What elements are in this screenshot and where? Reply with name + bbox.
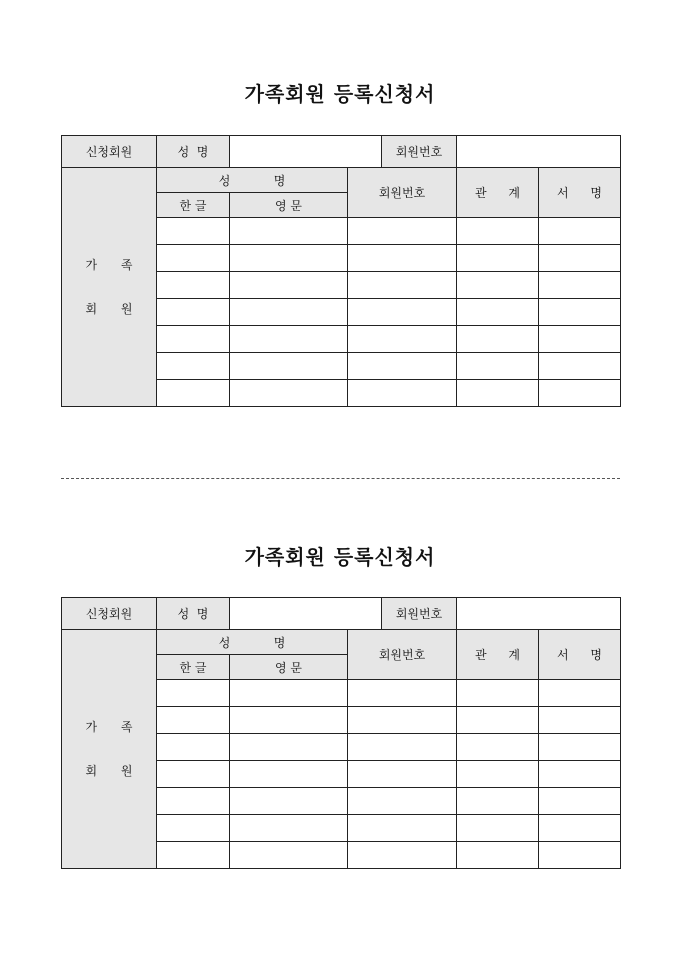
korean-name-header: 한 글 <box>157 193 230 218</box>
english-name-cell[interactable] <box>230 272 348 299</box>
family-label-line2: 회 원 <box>85 764 143 778</box>
korean-name-cell[interactable] <box>157 326 230 353</box>
member-number-cell[interactable] <box>348 788 457 815</box>
korean-name-cell[interactable] <box>157 218 230 245</box>
member-number-cell[interactable] <box>348 707 457 734</box>
member-number-field[interactable] <box>457 136 621 168</box>
signature-cell[interactable] <box>539 218 621 245</box>
signature-cell[interactable] <box>539 380 621 407</box>
member-number-cell[interactable] <box>348 680 457 707</box>
signature-cell[interactable] <box>539 299 621 326</box>
english-name-cell[interactable] <box>230 245 348 272</box>
member-number-cell[interactable] <box>348 326 457 353</box>
korean-name-cell[interactable] <box>157 680 230 707</box>
english-name-cell[interactable] <box>230 788 348 815</box>
family-label-line1: 가 족 <box>85 258 143 272</box>
member-number-label: 회원번호 <box>381 598 456 629</box>
cut-line-divider <box>61 478 620 479</box>
signature-cell[interactable] <box>539 788 621 815</box>
signature-cell[interactable] <box>539 326 621 353</box>
signature-char2: 명 <box>590 186 602 200</box>
relation-cell[interactable] <box>457 380 539 407</box>
signature-cell[interactable] <box>539 707 621 734</box>
relation-cell[interactable] <box>457 245 539 272</box>
english-name-cell[interactable] <box>230 707 348 734</box>
english-name-cell[interactable] <box>230 326 348 353</box>
form-title: 가족회원 등록신청서 <box>244 545 436 569</box>
signature-char1: 서 <box>557 648 569 662</box>
member-number-cell[interactable] <box>348 734 457 761</box>
english-name-cell[interactable] <box>230 380 348 407</box>
korean-name-cell[interactable] <box>157 788 230 815</box>
signature-char1: 서 <box>557 186 569 200</box>
applicant-name-label: 성 명 <box>157 136 230 168</box>
relation-cell[interactable] <box>457 815 539 842</box>
relation-cell[interactable] <box>457 299 539 326</box>
relation-cell[interactable] <box>457 326 539 353</box>
name-group-char2: 명 <box>273 173 286 188</box>
relation-char1: 관 <box>475 648 487 662</box>
relation-cell[interactable] <box>457 680 539 707</box>
signature-header <box>539 630 621 680</box>
member-number-header: 회원번호 <box>348 168 457 218</box>
applicant-label: 신청회원 <box>62 598 157 630</box>
relation-cell[interactable] <box>457 788 539 815</box>
english-name-cell[interactable] <box>230 218 348 245</box>
applicant-label: 신청회원 <box>62 136 157 168</box>
form-title: 가족회원 등록신청서 <box>244 82 436 106</box>
member-number-cell[interactable] <box>348 815 457 842</box>
member-number-field[interactable] <box>457 598 621 630</box>
member-number-cell[interactable] <box>348 299 457 326</box>
korean-name-cell[interactable] <box>157 299 230 326</box>
registration-table <box>61 597 621 869</box>
member-number-label: 회원번호 <box>381 136 456 167</box>
relation-cell[interactable] <box>457 272 539 299</box>
relation-cell[interactable] <box>457 734 539 761</box>
applicant-name-field[interactable] <box>230 598 457 630</box>
applicant-name-label: 성 명 <box>157 598 230 630</box>
relation-header <box>457 630 539 680</box>
signature-cell[interactable] <box>539 245 621 272</box>
korean-name-cell[interactable] <box>157 353 230 380</box>
relation-header <box>457 168 539 218</box>
korean-name-cell[interactable] <box>157 761 230 788</box>
signature-cell[interactable] <box>539 842 621 869</box>
registration-table <box>61 135 621 407</box>
english-name-cell[interactable] <box>230 761 348 788</box>
relation-cell[interactable] <box>457 761 539 788</box>
english-name-header: 영 문 <box>230 655 348 680</box>
member-number-cell[interactable] <box>348 353 457 380</box>
member-number-cell[interactable] <box>348 272 457 299</box>
relation-char2: 계 <box>508 186 520 200</box>
signature-cell[interactable] <box>539 680 621 707</box>
relation-cell[interactable] <box>457 842 539 869</box>
signature-cell[interactable] <box>539 734 621 761</box>
member-number-header: 회원번호 <box>348 630 457 680</box>
relation-cell[interactable] <box>457 353 539 380</box>
korean-name-cell[interactable] <box>157 380 230 407</box>
korean-name-cell[interactable] <box>157 245 230 272</box>
family-member-label <box>62 168 157 407</box>
relation-char1: 관 <box>475 186 487 200</box>
korean-name-cell[interactable] <box>157 815 230 842</box>
family-label-line2: 회 원 <box>85 302 143 316</box>
english-name-header: 영 문 <box>230 193 348 218</box>
relation-cell[interactable] <box>457 218 539 245</box>
applicant-name-field[interactable] <box>230 136 457 168</box>
relation-char2: 계 <box>508 648 520 662</box>
english-name-cell[interactable] <box>230 734 348 761</box>
applicant-name-value[interactable] <box>230 598 381 629</box>
english-name-cell[interactable] <box>230 299 348 326</box>
signature-cell[interactable] <box>539 761 621 788</box>
family-member-label <box>62 630 157 869</box>
korean-name-cell[interactable] <box>157 272 230 299</box>
applicant-name-value[interactable] <box>230 136 381 167</box>
member-number-cell[interactable] <box>348 380 457 407</box>
korean-name-header: 한 글 <box>157 655 230 680</box>
name-group-char1: 성 <box>218 635 231 650</box>
korean-name-cell[interactable] <box>157 842 230 869</box>
name-group-header <box>157 630 348 655</box>
member-number-cell[interactable] <box>348 842 457 869</box>
signature-cell[interactable] <box>539 353 621 380</box>
signature-header <box>539 168 621 218</box>
korean-name-cell[interactable] <box>157 734 230 761</box>
signature-char2: 명 <box>590 648 602 662</box>
english-name-cell[interactable] <box>230 842 348 869</box>
signature-cell[interactable] <box>539 272 621 299</box>
relation-cell[interactable] <box>457 707 539 734</box>
member-number-cell[interactable] <box>348 218 457 245</box>
english-name-cell[interactable] <box>230 353 348 380</box>
korean-name-cell[interactable] <box>157 707 230 734</box>
member-number-cell[interactable] <box>348 245 457 272</box>
family-label-line1: 가 족 <box>85 720 143 734</box>
name-group-header <box>157 168 348 193</box>
name-group-char1: 성 <box>218 173 231 188</box>
english-name-cell[interactable] <box>230 815 348 842</box>
member-number-cell[interactable] <box>348 761 457 788</box>
english-name-cell[interactable] <box>230 680 348 707</box>
signature-cell[interactable] <box>539 815 621 842</box>
name-group-char2: 명 <box>273 635 286 650</box>
